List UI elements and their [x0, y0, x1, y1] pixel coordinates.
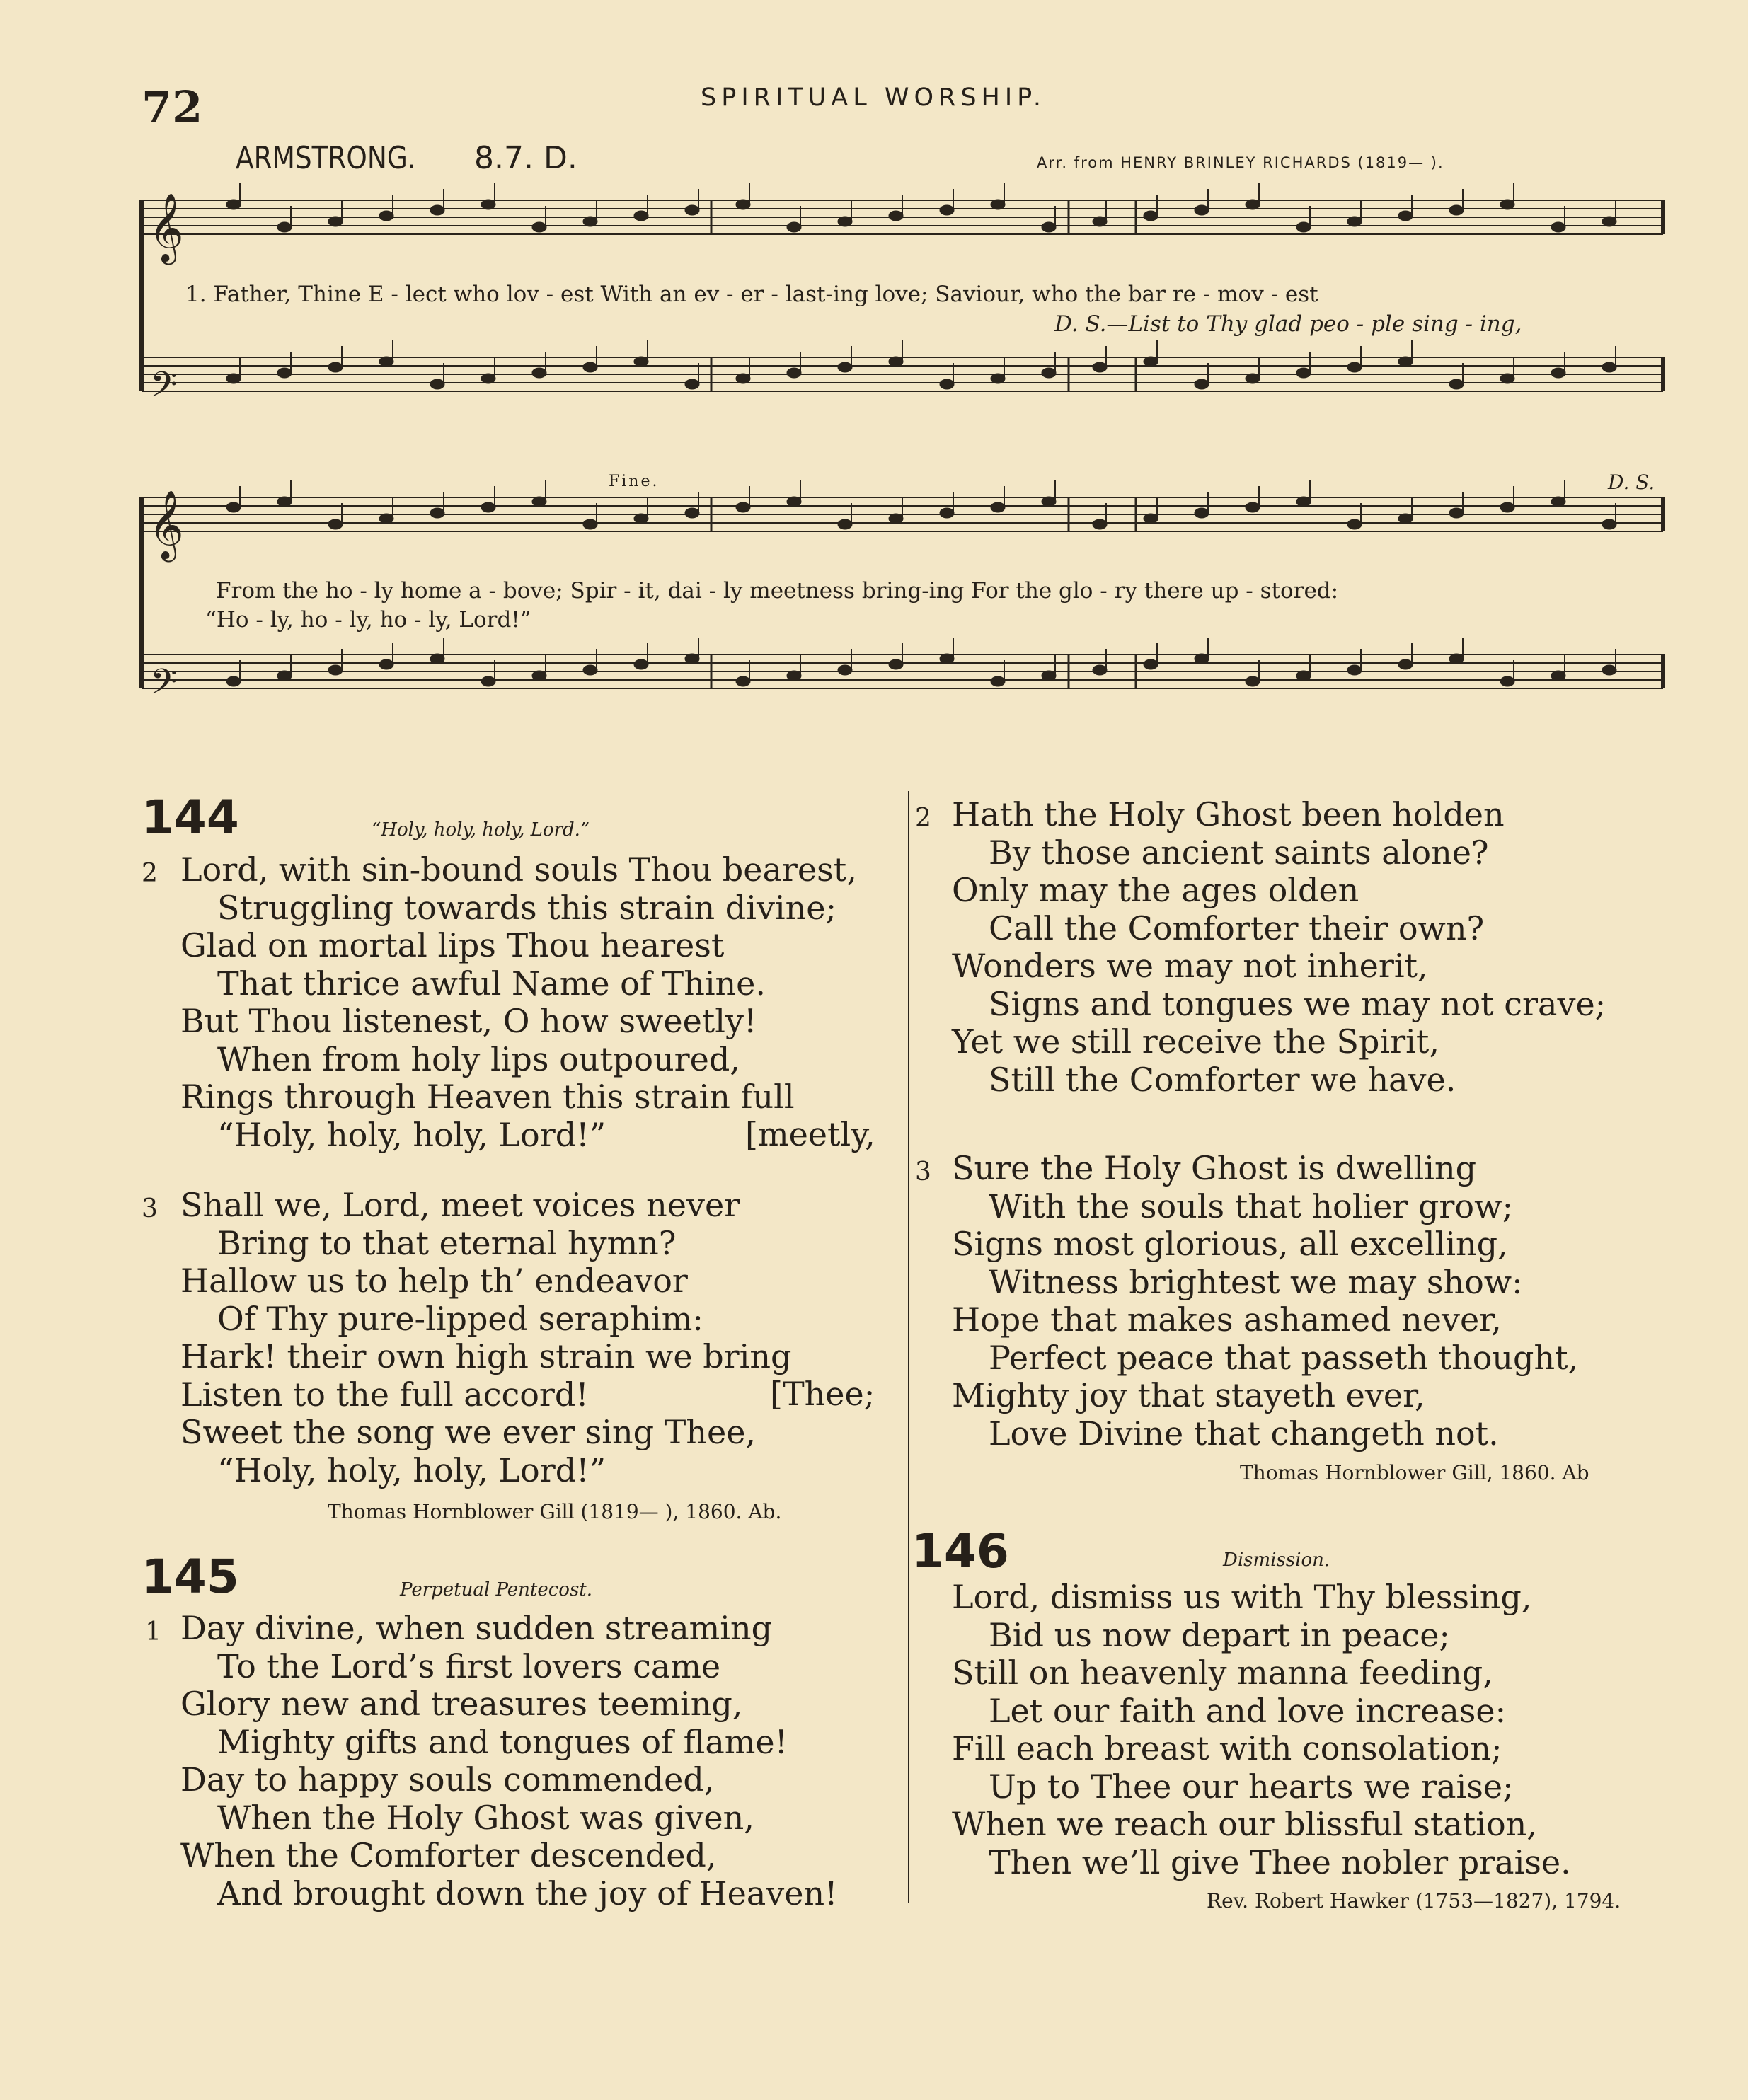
note-head: [1347, 519, 1362, 529]
note-head: [1449, 508, 1464, 518]
note-head: [430, 508, 444, 518]
verse-line: When the Holy Ghost was given,: [217, 1798, 754, 1837]
note-head: [940, 205, 954, 215]
note-head: [685, 205, 699, 215]
note-head: [1093, 217, 1107, 226]
note-head: [328, 519, 343, 529]
note-head: [430, 205, 444, 215]
verse-line: Day to happy souls commended,: [180, 1760, 715, 1799]
note-head: [1551, 671, 1565, 681]
note-head: [328, 217, 343, 226]
verse-line: “Holy, holy, holy, Lord!”: [217, 1450, 606, 1489]
note-head: [838, 217, 852, 226]
note-head: [1347, 665, 1362, 675]
note-head: [736, 676, 750, 686]
note-head: [1042, 671, 1056, 681]
note-head: [379, 211, 393, 221]
verse-line: Only may the ages olden: [952, 871, 1359, 909]
verse-line: Fill each breast with consolation;: [952, 1729, 1502, 1767]
note-head: [481, 676, 495, 686]
verse-line: Lord, dismiss us with Thy blessing,: [952, 1578, 1532, 1616]
note-head: [1042, 497, 1056, 507]
verse-line: Wonders we may not inherit,: [952, 947, 1428, 985]
note-head: [889, 514, 903, 524]
verse-number: 3: [142, 1194, 158, 1223]
verse-line: Struggling towards this strain divine;: [217, 888, 836, 927]
hymn-144-verse-3: [180, 1187, 791, 1489]
note-head: [1398, 357, 1413, 367]
verse-line: Day divine, when sudden streaming: [180, 1609, 773, 1647]
note-head: [1602, 362, 1616, 372]
hymn-146-verse: [952, 1579, 1571, 1881]
verse-line: Hope that makes ashamed never,: [952, 1300, 1502, 1339]
note-head: [1551, 497, 1565, 507]
note-head: [736, 374, 750, 383]
note-head: [583, 217, 597, 226]
verse-number: 3: [915, 1158, 931, 1187]
note-head: [1246, 502, 1260, 512]
note-head: [1144, 211, 1158, 221]
verse-line: Hark! their own high strain we bring: [180, 1337, 792, 1375]
lyric-line-2: From the ho - ly home a - bove; Spir - it, dai - ly meetness bring-ing For the glo - ry there up - stored:: [216, 578, 1339, 604]
verse-line: That thrice awful Name of Thine.: [217, 964, 766, 1003]
note-head: [940, 508, 954, 518]
note-head: [736, 502, 750, 512]
note-head: [1296, 368, 1311, 378]
note-head: [787, 368, 801, 378]
note-head: [1347, 362, 1362, 372]
verse-line: Let our faith and love increase:: [989, 1691, 1507, 1730]
note-head: [838, 362, 852, 372]
note-head: [634, 357, 648, 367]
verse-line: Rings through Heaven this strain full: [180, 1078, 795, 1116]
note-head: [787, 497, 801, 507]
note-head: [532, 497, 546, 507]
verse-line: When the Comforter descended,: [180, 1836, 717, 1874]
note-head: [1296, 222, 1311, 232]
verse-line: Shall we, Lord, meet voices never: [180, 1186, 740, 1224]
note-head: [379, 514, 393, 524]
verse-line: When from holy lips outpoured,: [217, 1039, 740, 1078]
note-head: [481, 502, 495, 512]
note-head: [1042, 368, 1056, 378]
hymn-145-credit: Thomas Hornblower Gill, 1860. Ab: [1240, 1461, 1589, 1484]
note-head: [889, 659, 903, 669]
note-head: [430, 654, 444, 664]
note-head: [1398, 659, 1413, 669]
hymn-145-verse-2: [952, 796, 1606, 1099]
hymn-number-144: 144: [142, 790, 239, 845]
note-head: [1398, 211, 1413, 221]
note-head: [889, 211, 903, 221]
note-head: [685, 654, 699, 664]
verse-line: Perfect peace that passeth thought,: [989, 1338, 1579, 1377]
note-head: [226, 374, 241, 383]
verse-line: Still on heavenly manna feeding,: [952, 1654, 1493, 1692]
hymn-145-verse-3: [952, 1150, 1578, 1453]
hymn-number-146: 146: [912, 1524, 1009, 1579]
note-head: [1500, 676, 1514, 686]
verse-line: Still the Comforter we have.: [989, 1060, 1456, 1099]
note-head: [736, 200, 750, 209]
page-number: 72: [142, 81, 203, 133]
note-head: [1449, 379, 1464, 389]
note-head: [634, 659, 648, 669]
hymn-title-144: “Holy, holy, holy, Lord.”: [372, 819, 590, 841]
verse-line: To the Lord’s first lovers came: [217, 1646, 721, 1685]
verse-line: Yet we still receive the Spirit,: [952, 1022, 1439, 1061]
note-head: [226, 200, 241, 209]
note-head: [685, 379, 699, 389]
bass-clef-icon: 𝄢: [150, 364, 178, 414]
note-head: [583, 362, 597, 372]
note-head: [226, 502, 241, 512]
note-head: [1500, 502, 1514, 512]
lyric-line-1: 1. Father, Thine E - lect who lov - est With an ev - er - last-ing love; Saviour, who the bar re - mov - est: [185, 282, 1318, 307]
note-head: [328, 665, 343, 675]
hymn-146-credit: Rev. Robert Hawker (1753—1827), 1794.: [1207, 1889, 1621, 1912]
note-head: [532, 222, 546, 232]
note-head: [1093, 665, 1107, 675]
note-head: [838, 665, 852, 675]
note-head: [1093, 519, 1107, 529]
note-head: [787, 222, 801, 232]
verse-line: Glad on mortal lips Thou hearest: [180, 926, 725, 964]
tune-credit: Arr. from HENRY BRINLEY RICHARDS (1819— ).: [1037, 154, 1444, 171]
note-head: [1042, 222, 1056, 232]
verse-line: Hath the Holy Ghost been holden: [952, 795, 1505, 833]
note-head: [634, 514, 648, 524]
note-head: [1195, 508, 1209, 518]
hymn-145-verse-1: [180, 1610, 838, 1912]
note-head: [1296, 497, 1311, 507]
verse-line: Love Divine that changeth not.: [989, 1414, 1499, 1453]
verse-number: 2: [915, 804, 931, 833]
note-head: [1347, 217, 1362, 226]
note-head: [1551, 222, 1565, 232]
verse-line: Bring to that eternal hymn?: [217, 1223, 677, 1262]
hymn-title-145: Perpetual Pentecost.: [400, 1579, 593, 1600]
hymn-title-146: Dismission.: [1223, 1550, 1330, 1571]
lyric-line-1-ds: D. S.—List to Thy glad peo - ple sing - ing,: [1054, 311, 1522, 337]
note-head: [1093, 362, 1107, 372]
note-head: [277, 671, 292, 681]
note-head: [1246, 200, 1260, 209]
note-head: [277, 368, 292, 378]
note-head: [379, 659, 393, 669]
tune-name: ARMSTRONG.: [236, 140, 416, 176]
fine-label: Fine.: [609, 473, 660, 490]
verse-line: Hallow us to help th’ endeavor: [180, 1262, 688, 1300]
verse-line: When we reach our blissful station,: [952, 1805, 1537, 1843]
note-head: [1602, 665, 1616, 675]
verse-line: Listen to the full accord!: [180, 1375, 589, 1414]
note-head: [277, 497, 292, 507]
music-score: [0, 0, 1748, 750]
hymn-number-145: 145: [142, 1550, 239, 1604]
note-head: [583, 665, 597, 675]
verse-number: 2: [142, 859, 158, 888]
note-head: [1296, 671, 1311, 681]
note-head: [1144, 357, 1158, 367]
verse-line: Up to Thee our hearts we raise;: [989, 1767, 1514, 1806]
note-head: [991, 374, 1005, 383]
verse-line: Of Thy pure-lipped seraphim:: [217, 1299, 703, 1338]
note-head: [940, 379, 954, 389]
clefs: [149, 192, 184, 711]
note-head: [1500, 200, 1514, 209]
note-head: [991, 676, 1005, 686]
note-head: [328, 362, 343, 372]
note-head: [1449, 205, 1464, 215]
verse-line: Signs and tongues we may not crave;: [989, 984, 1606, 1023]
note-head: [583, 519, 597, 529]
note-head: [1551, 368, 1565, 378]
tune-meter: 8.7. D.: [474, 140, 577, 176]
note-head: [1449, 654, 1464, 664]
note-head: [379, 357, 393, 367]
note-head: [838, 519, 852, 529]
verse-line: But Thou listenest, O how sweetly!: [180, 1002, 757, 1040]
treble-clef-icon: 𝄞: [149, 192, 184, 262]
verse-line: Mighty gifts and tongues of flame!: [217, 1722, 788, 1761]
note-head: [1195, 654, 1209, 664]
verse-line: Bid us now depart in peace;: [989, 1615, 1450, 1654]
verse-line: Lord, with sin-bound souls Thou bearest,: [180, 850, 857, 889]
treble-clef-icon: 𝄞: [149, 490, 184, 559]
note-head: [1246, 374, 1260, 383]
note-head: [481, 374, 495, 383]
note-head: [1398, 514, 1413, 524]
note-head: [481, 200, 495, 209]
verse-line: And brought down the joy of Heaven!: [217, 1874, 838, 1912]
column-divider: [908, 791, 909, 1903]
note-head: [532, 671, 546, 681]
hymn-144-credit: Thomas Hornblower Gill (1819— ), 1860. Ab.: [328, 1500, 782, 1523]
verse-line: Call the Comforter their own?: [989, 908, 1485, 947]
verse-line: Witness brightest we may show:: [989, 1262, 1523, 1301]
note-head: [226, 676, 241, 686]
note-head: [889, 357, 903, 367]
note-head: [787, 671, 801, 681]
bass-clef-icon: 𝄢: [150, 662, 178, 711]
verse-line: “Holy, holy, holy, Lord!”: [217, 1115, 606, 1154]
verse-line: Glory new and treasures teeming,: [180, 1685, 743, 1723]
note-head: [532, 368, 546, 378]
note-head: [1144, 659, 1158, 669]
verse-line: By those ancient saints alone?: [989, 833, 1489, 872]
note-head: [1602, 217, 1616, 226]
verse-line: Sweet the song we ever sing Thee,: [180, 1413, 757, 1451]
verse-line: With the souls that holier grow;: [989, 1187, 1513, 1225]
verse-number: 1: [145, 1617, 161, 1646]
note-head: [277, 222, 292, 232]
note-head: [1602, 519, 1616, 529]
hymn-144-verse-2: [180, 851, 857, 1154]
note-head: [1144, 514, 1158, 524]
ds-label: D. S.: [1608, 471, 1655, 494]
verse-line: Then we’ll give Thee nobler praise.: [989, 1842, 1571, 1881]
carry-word: [meetly,: [745, 1115, 875, 1153]
note-head: [1500, 374, 1514, 383]
verse-line: Signs most glorious, all excelling,: [952, 1225, 1508, 1263]
note-head: [991, 502, 1005, 512]
note-head: [1195, 379, 1209, 389]
note-head: [1246, 676, 1260, 686]
note-head: [685, 508, 699, 518]
note-head: [430, 379, 444, 389]
note-head: [991, 200, 1005, 209]
verse-line: Sure the Holy Ghost is dwelling: [952, 1149, 1477, 1187]
lyric-line-2-ds: “Ho - ly, ho - ly, ho - ly, Lord!”: [205, 607, 531, 633]
note-head: [940, 654, 954, 664]
carry-word: [Thee;: [770, 1375, 875, 1413]
note-head: [634, 211, 648, 221]
note-head: [1195, 205, 1209, 215]
verse-line: Mighty joy that stayeth ever,: [952, 1376, 1425, 1414]
running-head: SPIRITUAL WORSHIP.: [701, 83, 1046, 112]
